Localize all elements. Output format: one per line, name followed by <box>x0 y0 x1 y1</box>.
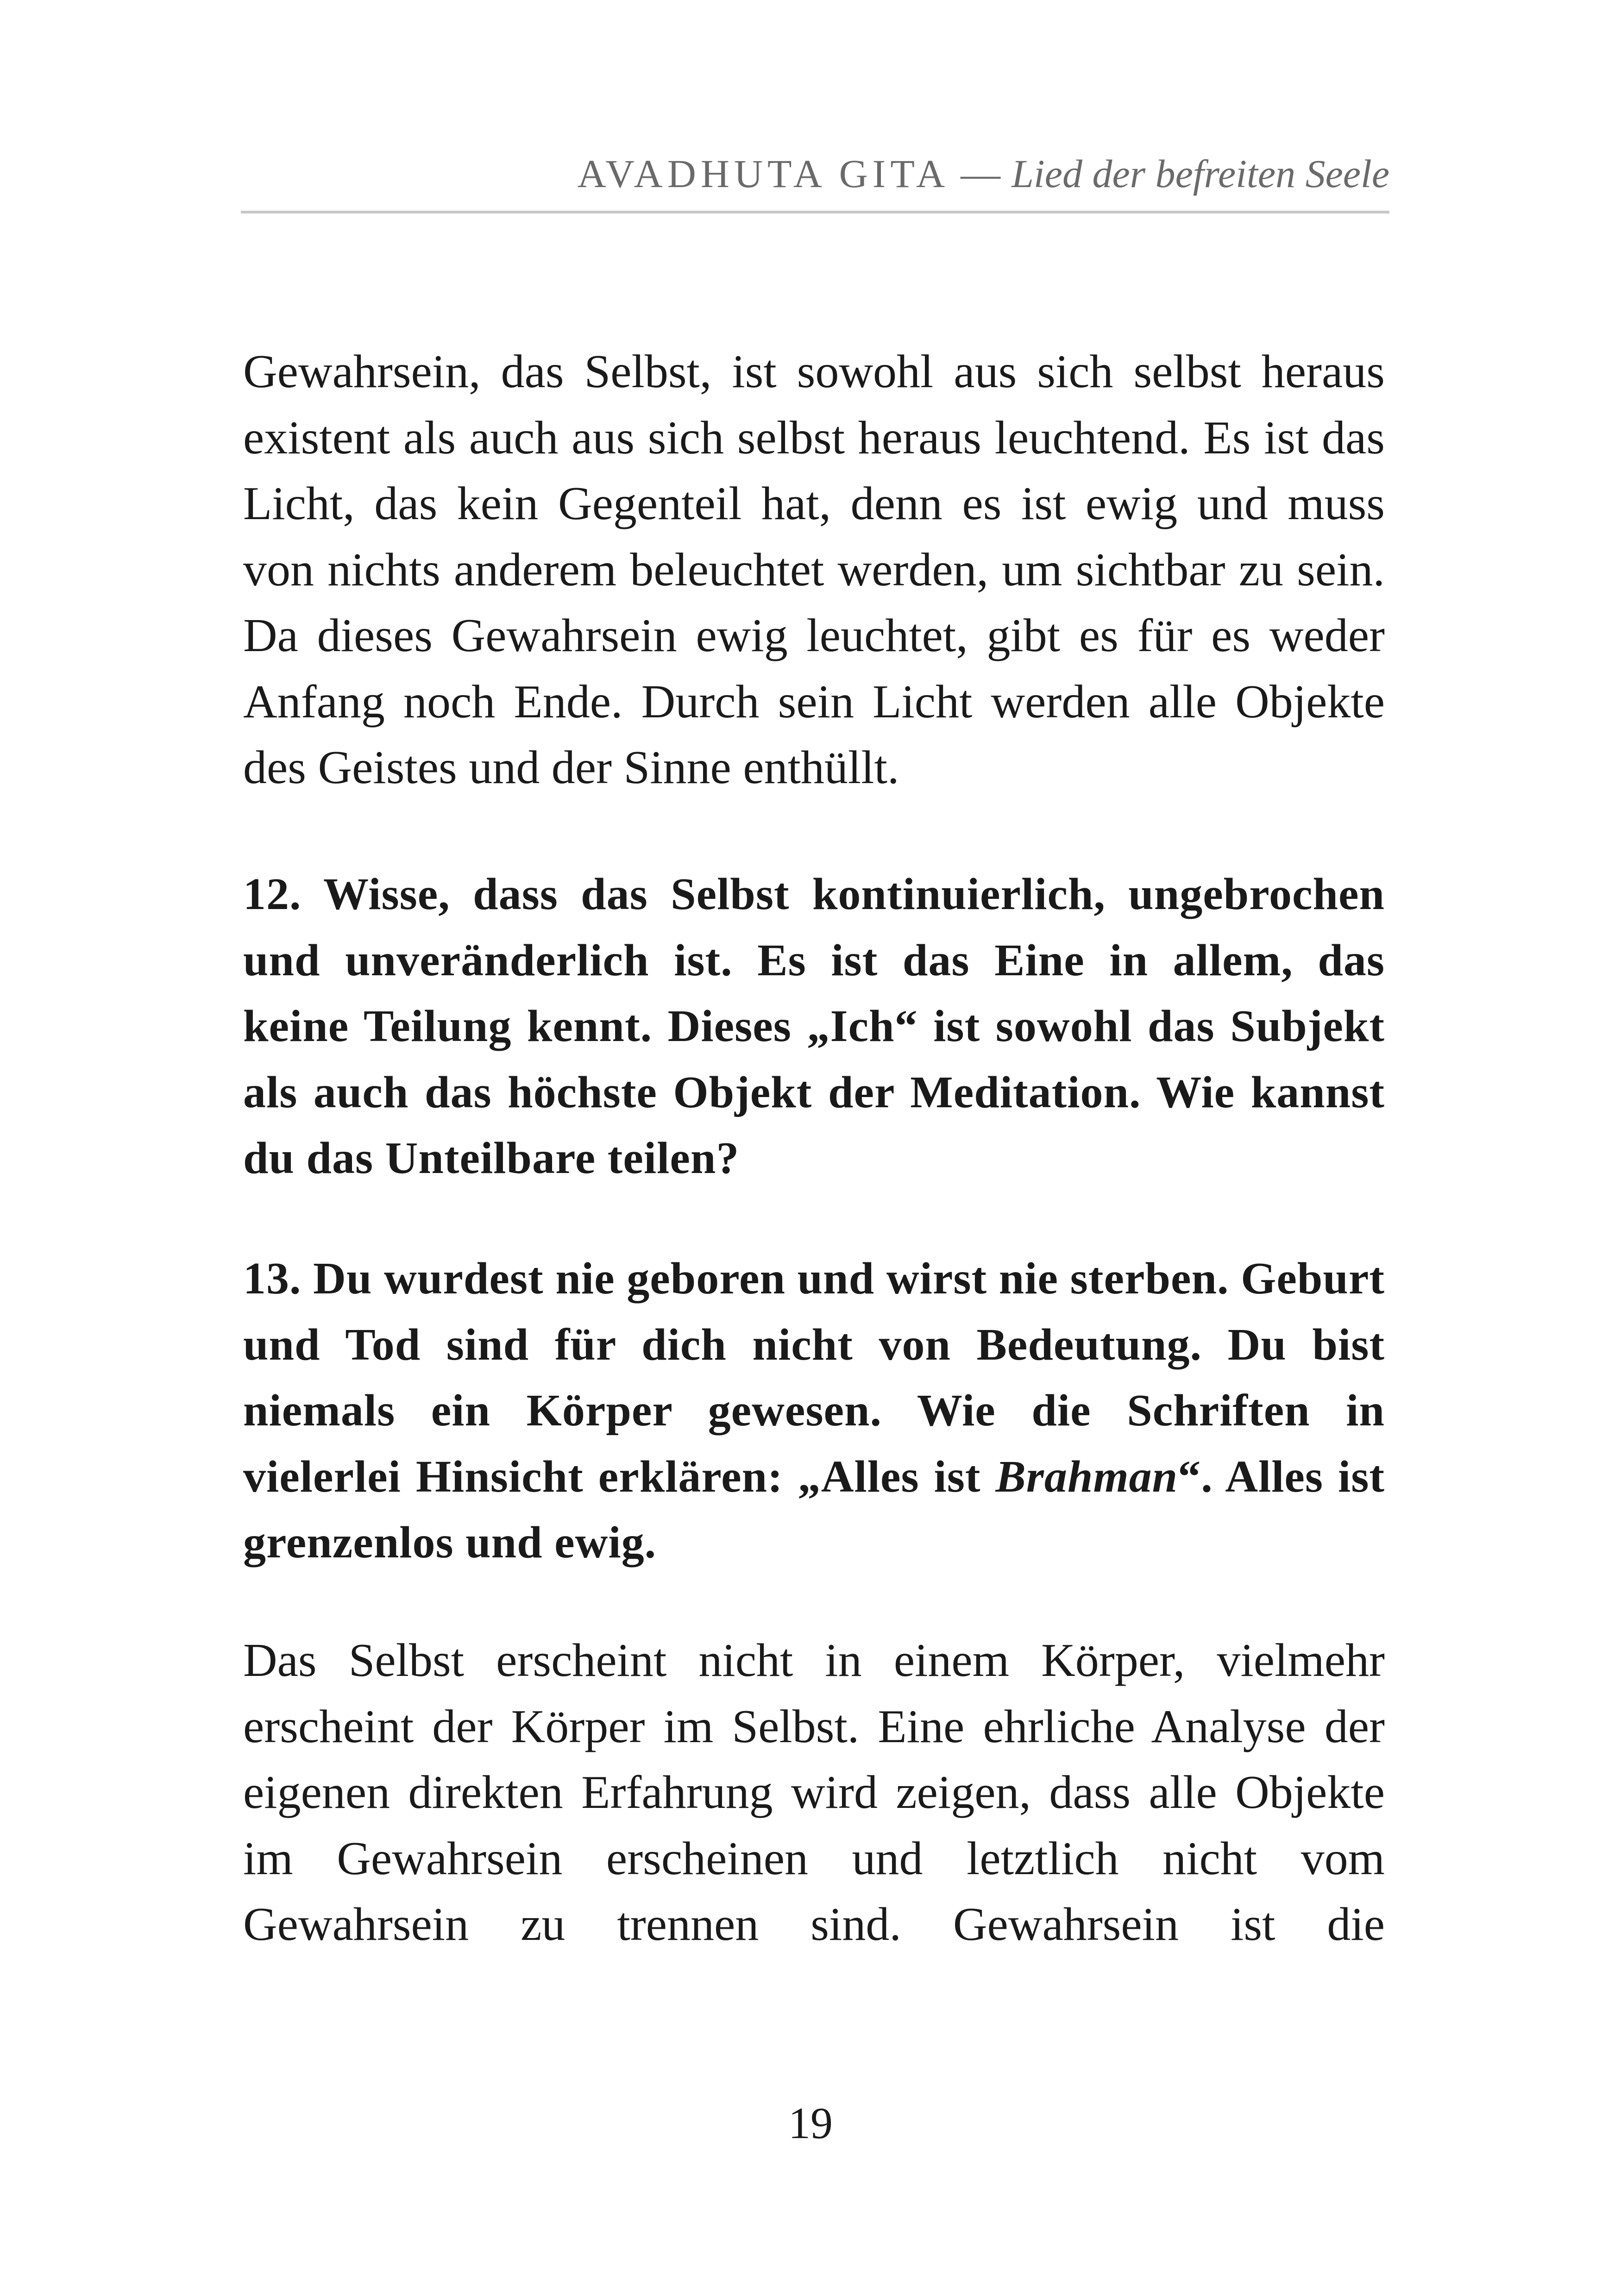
header-rule <box>241 211 1389 213</box>
book-title: AVADHUTA GITA <box>577 151 950 196</box>
verse-13-text-end: “. Alles ist grenzenlos und ewig. <box>243 1451 1385 1568</box>
header-dash: — <box>961 151 1001 196</box>
paragraph-commentary-2: Das Selbst erscheint nicht in einem Körper, vielmehr erscheint der Körper im Selbst. Eine ehrliche Analyse der eigenen direkten Erfahrung wird zeigen, dass alle Objekte im Gewahrsein erscheinen und letztlich nicht vom Gewahrsein zu trennen sind. Gewahrsein ist die <box>243 1634 1385 1951</box>
paragraph-commentary-1: Gewahrsein, das Selbst, ist sowohl aus sich selbst heraus existent als auch aus sich selbst heraus leuchtend. Es ist das Licht, das kein Gegenteil hat, denn es ist ewig und muss von nichts anderem beleuchtet werden, um sichtbar zu sein. Da dieses Gewahrsein ewig leuchtet, gibt es für es weder Anfang noch Ende. Durch sein Licht werden alle Objekte des Geistes und der Sinne enthüllt. <box>243 345 1385 794</box>
verse-13-text-start: 13. Du wurdest nie geboren und wirst nie sterben. Geburt und Tod sind für dich nicht von Bedeutung. Du bist niemals ein Körper gewesen. Wie die Schriften in vielerlei Hinsicht erklären: „Alles ist <box>243 1254 1385 1502</box>
page-number: 19 <box>788 2098 833 2148</box>
book-subtitle: Lied der befreiten Seele <box>1012 151 1389 196</box>
verse-13 <box>243 1246 1385 1576</box>
verse-12: 12. Wisse, dass das Selbst kontinuierlich, ungebrochen und unveränderlich ist. Es ist das Eine in allem, das keine Teilung kennt. Dieses „Ich“ ist sowohl das Subjekt als auch das höchste Objekt der Meditation. Wie kannst du das Unteilbare teilen? <box>243 869 1385 1183</box>
verse-13-emphasis: Brahman <box>995 1451 1178 1502</box>
running-header <box>241 139 1389 208</box>
